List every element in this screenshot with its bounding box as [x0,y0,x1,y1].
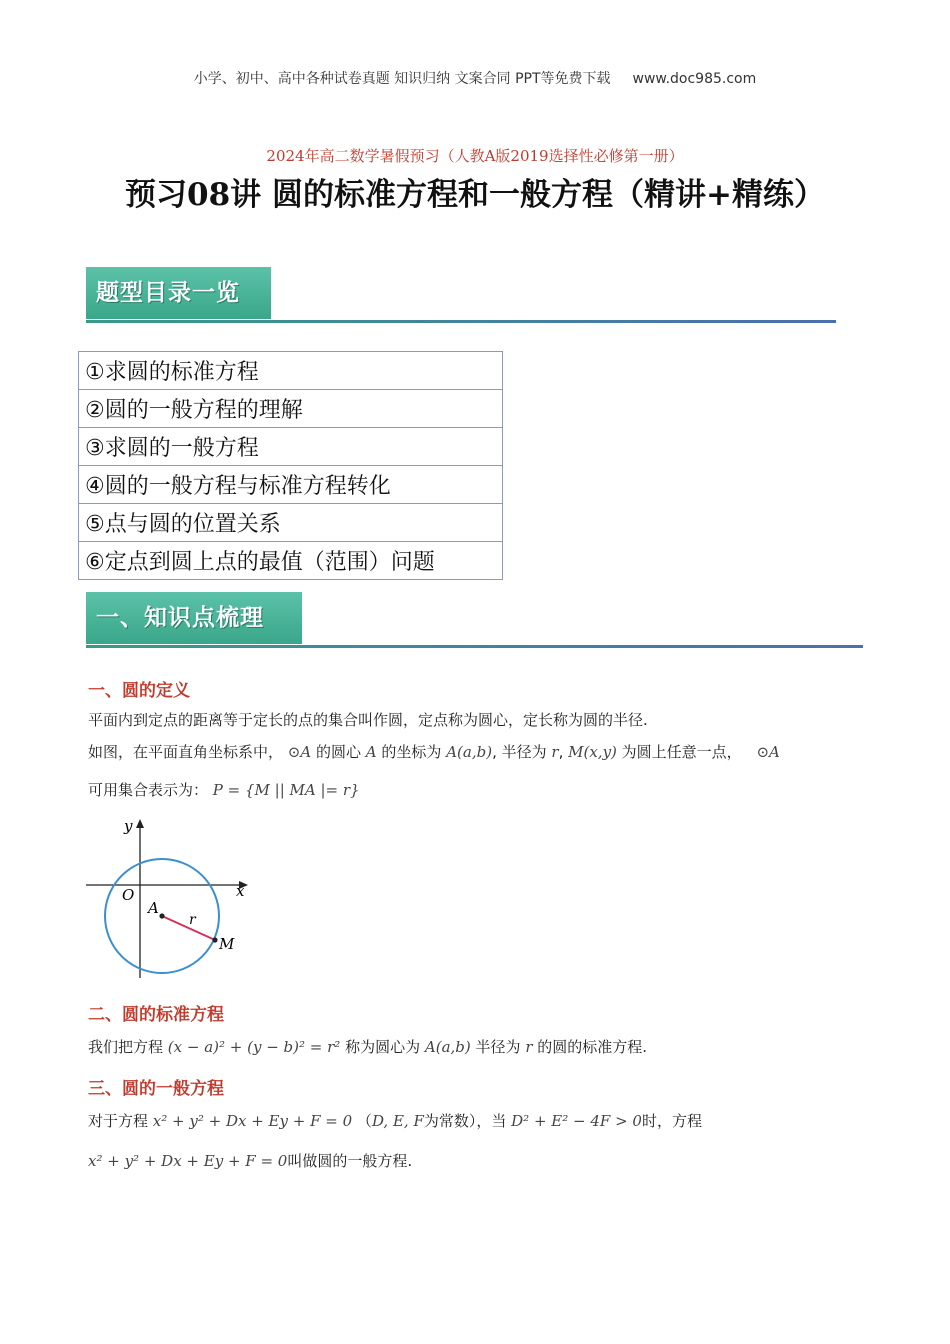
math-condition: D² + E² − 4F > 0 [511,1112,642,1130]
text-run: 时，方程 [641,1112,702,1130]
circle-point-m [212,937,217,942]
text-run: , [558,743,564,761]
text-run: 为圆上任意一点， [621,743,742,761]
label-center-a: A [148,899,159,917]
text-run: 叫做圆的一般方程. [287,1152,413,1170]
toc-item[interactable]: ④圆的一般方程与标准方程转化 [79,466,503,504]
text-run: 对于方程 [88,1112,149,1130]
text-run: , 半径为 [492,743,547,761]
text-run: 如图，在平面直角坐标系中， [88,743,284,761]
label-point-m: M [219,935,235,953]
toc-item[interactable]: ⑥定点到圆上点的最值（范围）问题 [79,542,503,580]
section-heading-standard-equation: 二、圆的标准方程 [88,1005,224,1025]
general-equation-line-2 [88,1150,412,1171]
definition-paragraph: 平面内到定点的距离等于定长的点的集合叫作圆，定点称为圆心，定长称为圆的半径. [88,711,648,729]
text-run: 半径为 [475,1038,521,1056]
document-title: 预习08讲 圆的标准方程和一般方程（精讲+精练） [125,177,825,213]
label-x: x [236,882,245,900]
toc-divider [86,320,836,323]
text-run: 可用集合表示为： [88,781,209,799]
section-heading-general-equation: 三、圆的一般方程 [88,1079,224,1099]
label-origin: O [122,886,135,904]
text-run: 称为圆心为 [345,1038,421,1056]
toc-table [78,351,503,580]
site-header [0,68,950,88]
text-run: 的圆的标准方程. [537,1038,648,1056]
general-equation-line-1 [88,1110,702,1131]
label-y: y [124,817,133,835]
math-center-coords: A(a,b) [446,743,493,761]
toc-row[interactable] [79,390,503,428]
site-tagline: 小学、初中、高中各种试卷真题 知识归纳 文案合同 PPT等免费下载 [193,71,611,87]
text-run: （ [356,1112,372,1130]
toc-row[interactable] [79,352,503,390]
center-point [159,913,164,918]
text-run: 的圆心 [315,743,361,761]
toc-row[interactable] [79,542,503,580]
knowledge-banner: 一、知识点梳理 [86,592,302,644]
math-a: A [365,743,377,761]
text-run: 我们把方程 [88,1038,164,1056]
y-axis-arrow-icon [136,819,144,828]
math-general-equation: x² + y² + Dx + Ey + F = 0 [88,1152,288,1170]
math-r: r [551,743,559,761]
standard-equation-line [88,1036,647,1057]
circle-figure [84,813,259,988]
toc-item[interactable]: ①求圆的标准方程 [79,352,503,390]
math-center-coords: A(a,b) [424,1038,471,1056]
site-url[interactable]: www.doc985.com [632,71,757,87]
math-general-equation: x² + y² + Dx + Ey + F = 0 [152,1112,353,1130]
text-run: 的坐标为 [381,743,442,761]
label-radius: r [189,912,196,928]
math-circle-a: ⊙A [287,743,312,761]
toc-item[interactable]: ③求圆的一般方程 [79,428,503,466]
toc-banner: 题型目录一览 [86,267,271,319]
math-set: P = {M || MA |= r} [212,781,360,799]
math-r: r [525,1038,533,1056]
math-point-m: M(x,y) [568,743,617,761]
math-def: D, E, F [371,1112,424,1130]
toc-item[interactable]: ②圆的一般方程的理解 [79,390,503,428]
definition-example-line [88,741,780,762]
toc-row[interactable] [79,428,503,466]
text-run: 为常数），当 [423,1112,507,1130]
set-notation-line [88,779,360,800]
section-heading-definition: 一、圆的定义 [88,681,190,701]
document-subtitle: 2024年高二数学暑假预习（人教A版2019选择性必修第一册） [266,147,684,165]
math-standard-equation: (x − a)² + (y − b)² = r² [167,1038,341,1056]
toc-item[interactable]: ⑤点与圆的位置关系 [79,504,503,542]
toc-row[interactable] [79,466,503,504]
toc-row[interactable] [79,504,503,542]
math-circle-a: ⊙A [756,743,780,761]
knowledge-divider [86,645,863,648]
